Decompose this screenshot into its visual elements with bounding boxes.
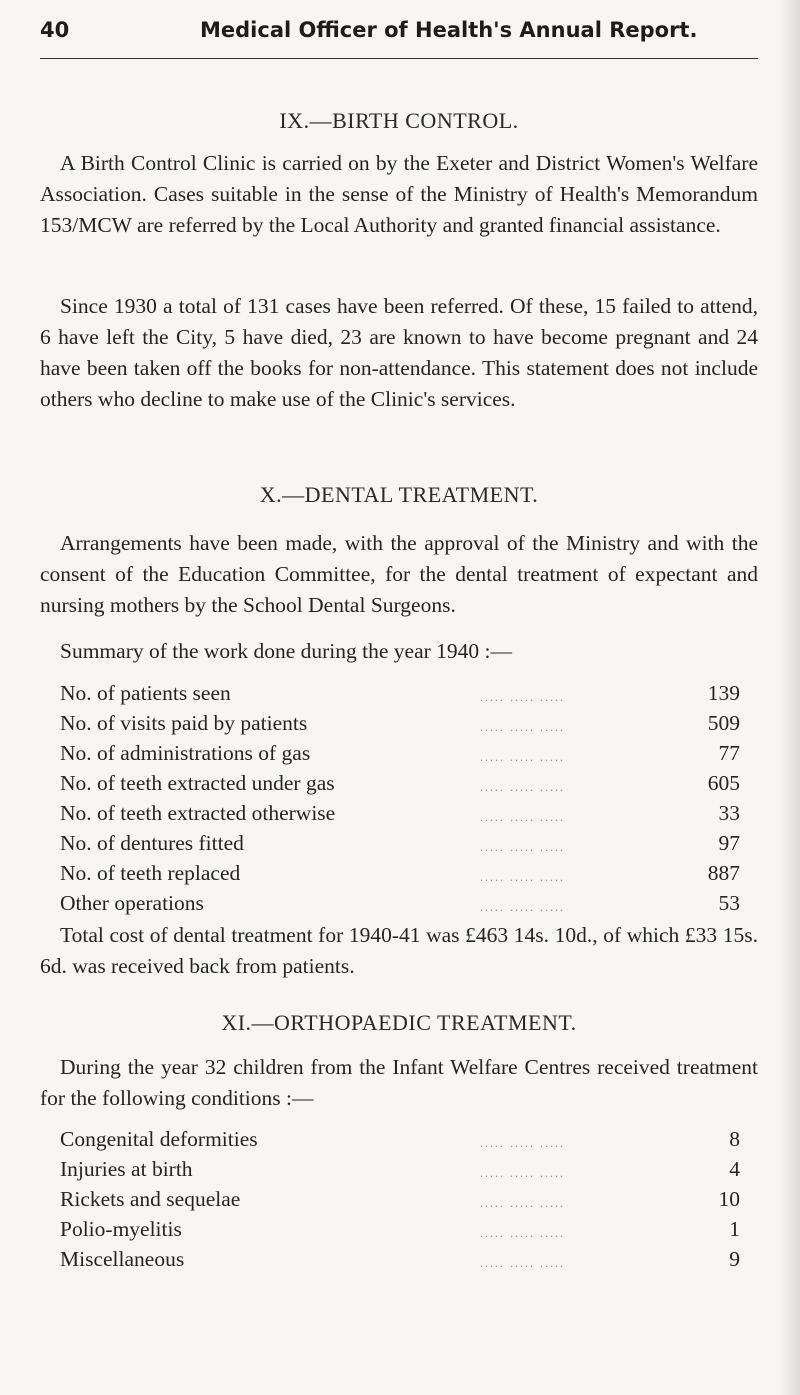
row-value: 10 <box>718 1187 740 1211</box>
dental-cost-paragraph <box>40 920 758 982</box>
list-item <box>60 738 740 768</box>
row-label: No. of administrations of gas <box>60 741 311 765</box>
header-rule <box>40 58 758 59</box>
list-item <box>60 768 740 798</box>
dental-text-1: Arrangements have been made, with the approval of the Ministry and with the consent of the Education Committee, for the dental treatment of expectant and nursing mothers by the School Dental Surgeons. <box>40 531 758 617</box>
leader-dots: ..... ..... ..... <box>480 1226 565 1240</box>
row-value: 605 <box>707 771 740 795</box>
orthopaedic-conditions-list <box>60 1124 740 1274</box>
list-item <box>60 1154 740 1184</box>
list-item <box>60 828 740 858</box>
leader-dots: ..... ..... ..... <box>480 720 565 734</box>
dental-paragraph-1 <box>40 528 758 621</box>
row-value: 887 <box>707 861 740 885</box>
leader-dots: ..... ..... ..... <box>480 1136 565 1150</box>
birth-control-text-1: A Birth Control Clinic is carried on by the Exeter and District Women's Welfare Association. Cases suitable in the sense of the Ministry of Health's Memorandum 153/MCW are referred by the Local Authority and granted financial assistance. <box>40 151 758 237</box>
dental-summary-intro-text: Summary of the work done during the year 1940 :— <box>60 639 513 663</box>
row-value: 4 <box>729 1157 740 1181</box>
section-heading-dental: X.—DENTAL TREATMENT. <box>259 482 539 507</box>
row-value: 9 <box>729 1247 740 1271</box>
row-value: 33 <box>718 801 740 825</box>
row-label: Injuries at birth <box>60 1157 193 1181</box>
row-label: No. of dentures fitted <box>60 831 244 855</box>
page-edge-shadow <box>780 0 800 1395</box>
list-item <box>60 708 740 738</box>
list-item <box>60 1244 740 1274</box>
leader-dots: ..... ..... ..... <box>480 780 565 794</box>
row-label: Other operations <box>60 891 204 915</box>
row-label: No. of teeth extracted otherwise <box>60 801 336 825</box>
leader-dots: ..... ..... ..... <box>480 1256 565 1270</box>
list-item <box>60 1214 740 1244</box>
leader-dots: ..... ..... ..... <box>480 1196 565 1210</box>
leader-dots: ..... ..... ..... <box>480 840 565 854</box>
list-item <box>60 678 740 708</box>
row-label: No. of teeth replaced <box>60 861 241 885</box>
list-item <box>60 1184 740 1214</box>
section-heading-birth-control: IX.—BIRTH CONTROL. <box>279 108 519 133</box>
leader-dots: ..... ..... ..... <box>480 750 565 764</box>
row-value: 97 <box>718 831 740 855</box>
leader-dots: ..... ..... ..... <box>480 900 565 914</box>
row-label: Congenital deformities <box>60 1127 258 1151</box>
birth-control-paragraph-2 <box>40 291 758 415</box>
row-value: 509 <box>707 711 740 735</box>
row-value: 53 <box>718 891 740 915</box>
birth-control-text-2: Since 1930 a total of 131 cases have been referred. Of these, 15 failed to attend, 6 have left the City, 5 have died, 23 are known to have become pregnant and 24 have been taken off the books for non-attendance. This statement does not include others who decline to make use of the Clinic's services. <box>40 294 758 411</box>
row-label: Rickets and sequelae <box>60 1187 241 1211</box>
orthopaedic-text-1: During the year 32 children from the Infant Welfare Centres received treatment for the following conditions :— <box>40 1055 758 1110</box>
leader-dots: ..... ..... ..... <box>480 1166 565 1180</box>
dental-summary-intro <box>40 636 758 667</box>
list-item <box>60 798 740 828</box>
row-value: 139 <box>707 681 740 705</box>
row-label: No. of teeth extracted under gas <box>60 771 335 795</box>
orthopaedic-paragraph-1 <box>40 1052 758 1114</box>
page-number: 40 <box>40 18 70 42</box>
leader-dots: ..... ..... ..... <box>480 810 565 824</box>
row-value: 77 <box>718 741 740 765</box>
row-label: Miscellaneous <box>60 1247 185 1271</box>
dental-summary-list <box>60 678 740 918</box>
section-heading-orthopaedic: XI.—ORTHOPAEDIC TREATMENT. <box>221 1010 577 1035</box>
row-value: 8 <box>729 1127 740 1151</box>
leader-dots: ..... ..... ..... <box>480 870 565 884</box>
list-item <box>60 888 740 918</box>
list-item <box>60 858 740 888</box>
leader-dots: ..... ..... ..... <box>480 690 565 704</box>
row-label: No. of visits paid by patients <box>60 711 308 735</box>
row-value: 1 <box>729 1217 740 1241</box>
row-label: No. of patients seen <box>60 681 231 705</box>
dental-cost-text: Total cost of dental treatment for 1940-41 was £463 14s. 10d., of which £33 15s. 6d. was received back from patients. <box>40 923 758 978</box>
row-label: Polio-myelitis <box>60 1217 182 1241</box>
running-title: Medical Officer of Health's Annual Report. <box>200 18 698 42</box>
birth-control-paragraph-1 <box>40 148 758 241</box>
list-item <box>60 1124 740 1154</box>
